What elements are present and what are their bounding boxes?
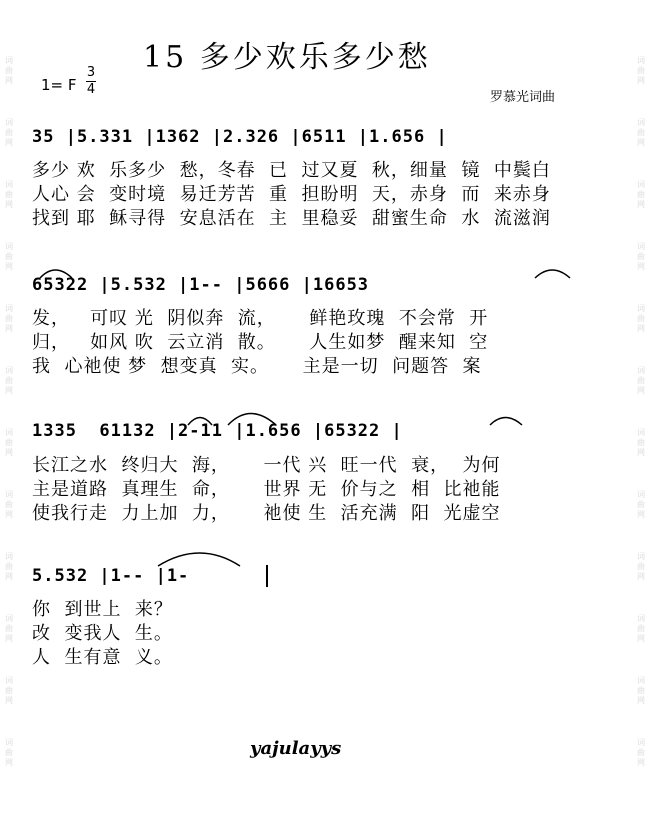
watermark-text: 词曲网 xyxy=(5,366,13,395)
watermark-text: 词曲网 xyxy=(637,552,645,581)
time-signature-bottom: 4 xyxy=(86,82,96,97)
slur-arc xyxy=(40,270,72,278)
watermark-text: 词曲网 xyxy=(637,738,645,767)
watermark-text: 词曲网 xyxy=(5,304,13,333)
watermark-text: 词曲网 xyxy=(637,366,645,395)
lyric-line-1-verse-3: 找到 耶 稣寻得 安息活在 主 里稳妥 甜蜜生命 水 流滋润 xyxy=(32,208,551,229)
notes-line-3: 1335 61132 |2-11 |1.656 |65322 | xyxy=(32,421,403,441)
watermark-text: 词曲网 xyxy=(5,180,13,209)
watermark-text: 词曲网 xyxy=(637,56,645,85)
lyric-line-1-verse-2: 人心 会 变时境 易迁芳苦 重 担盼明 天，赤身 而 来赤身 xyxy=(32,184,551,205)
watermark-text: 词曲网 xyxy=(637,676,645,705)
watermark-text: 词曲网 xyxy=(637,304,645,333)
slur-arc xyxy=(490,418,522,426)
watermark-text: 词曲网 xyxy=(5,118,13,147)
lyric-line-4-verse-2: 改 变我人 生。 xyxy=(32,623,173,644)
watermark-text: 词曲网 xyxy=(5,738,13,767)
lyric-line-3-verse-1: 长江之水 终归大 海， 一代 兴 旺一代 衰， 为何 xyxy=(32,455,501,476)
notes-line-1: 35 |5.331 |1362 |2.326 |6511 |1.656 | xyxy=(32,127,448,147)
signature: yajulayys xyxy=(250,738,342,759)
time-signature-top: 3 xyxy=(86,65,96,80)
lyric-line-4-verse-3: 人 生有意 义。 xyxy=(32,647,173,668)
watermark-text: 词曲网 xyxy=(637,242,645,271)
watermark-text: 词曲网 xyxy=(5,490,13,519)
lyric-line-1-verse-1: 多少 欢 乐多少 愁，冬春 已 过又夏 秋，细量 镜 中鬓白 xyxy=(32,160,551,181)
composer-credit: 罗慕光词曲 xyxy=(490,90,556,105)
watermark-text: 词曲网 xyxy=(5,242,13,271)
lyric-line-2-verse-3: 我 心祂使 梦 想变真 实。 主是一切 问题答 案 xyxy=(32,356,482,377)
watermark-text: 词曲网 xyxy=(637,180,645,209)
watermark-text: 词曲网 xyxy=(5,552,13,581)
watermark-text: 词曲网 xyxy=(5,56,13,85)
slur-arc xyxy=(228,414,276,426)
song-title: 15 多少欢乐多少愁 xyxy=(143,40,431,75)
key-signature: 1= F xyxy=(41,76,77,94)
slur-arc xyxy=(158,553,240,566)
watermark-text: 词曲网 xyxy=(5,676,13,705)
lyric-line-2-verse-2: 归， 如风 吹 云立消 散。 人生如梦 醒来知 空 xyxy=(32,332,489,353)
watermark-text: 词曲网 xyxy=(637,490,645,519)
lyric-line-2-verse-1: 发， 可叹 光 阴似奔 流， 鲜艳玫瑰 不会常 开 xyxy=(32,308,489,329)
lyric-line-3-verse-2: 主是道路 真理生 命， 世界 无 价与之 相 比祂能 xyxy=(32,479,501,500)
watermark-text: 词曲网 xyxy=(637,118,645,147)
watermark-text: 词曲网 xyxy=(5,428,13,457)
slur-arc xyxy=(188,418,212,426)
watermark-text: 词曲网 xyxy=(637,428,645,457)
slur-arc xyxy=(535,270,570,278)
lyric-line-4-verse-1: 你 到世上 来？ xyxy=(32,599,173,620)
notes-line-2: 65322 |5.532 |1-- |5666 |16653 xyxy=(32,275,381,295)
notes-line-4: 5.532 |1-- |1- xyxy=(32,566,190,586)
watermark-text: 词曲网 xyxy=(637,614,645,643)
lyric-line-3-verse-3: 使我行走 力上加 力， 祂使 生 活充满 阳 光虚空 xyxy=(32,503,501,524)
watermark-text: 词曲网 xyxy=(5,614,13,643)
